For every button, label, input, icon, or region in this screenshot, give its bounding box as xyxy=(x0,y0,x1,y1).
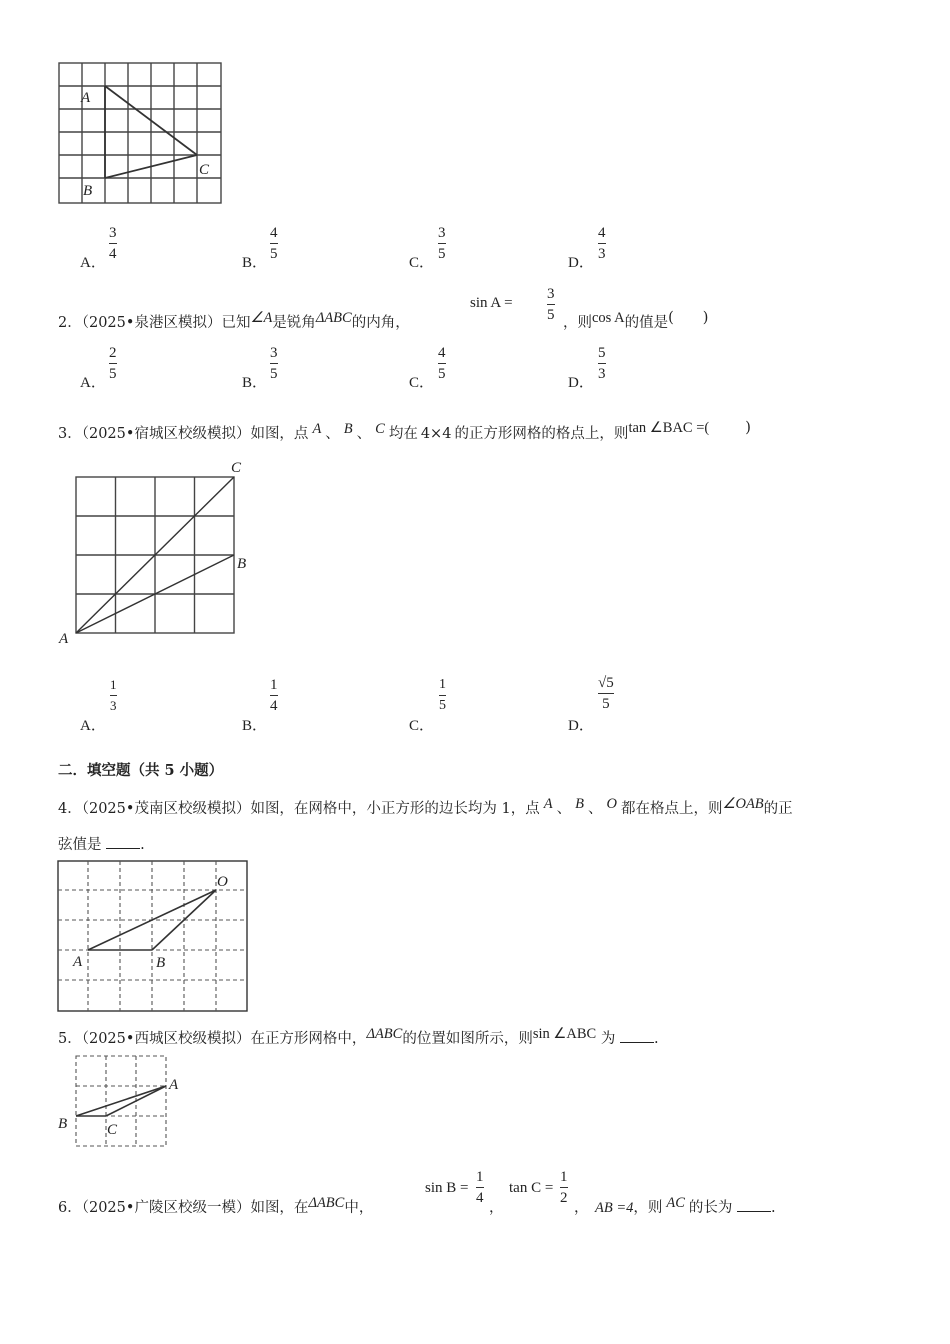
q2-text2: 的内角， xyxy=(351,315,410,331)
q2-option-c-letter[interactable]: C． xyxy=(409,375,435,391)
q2-stem xyxy=(58,311,410,332)
q5-triangle: ΔABC xyxy=(366,1026,403,1042)
q2-text1: 是锐角 xyxy=(272,315,316,331)
q6-number: 6． xyxy=(58,1200,82,1216)
q5-text1: 的位置如图所示，则 xyxy=(402,1031,533,1047)
q3-option-a-letter[interactable]: A． xyxy=(80,718,106,734)
q6-sinb-lhs: sin B = xyxy=(425,1180,469,1196)
q5-grid-figure xyxy=(55,1052,195,1152)
q2-stem-end xyxy=(563,311,708,332)
q3-point-a: A xyxy=(312,421,322,437)
q1-option-c-fraction: 3 5 xyxy=(438,225,446,262)
q2-option-b-fraction: 3 5 xyxy=(270,345,278,382)
q6-text3: 的长为 xyxy=(688,1200,733,1216)
q3-grid-size: 4×4 xyxy=(420,426,452,442)
q3-point-b: B xyxy=(343,421,353,437)
q3-number: 3． xyxy=(58,426,82,442)
q6-tanc-lhs: tan C = xyxy=(509,1180,554,1196)
q1-label-a: A xyxy=(81,90,91,106)
q1-option-d-letter[interactable]: D． xyxy=(568,255,594,271)
q2-option-d-letter[interactable]: D． xyxy=(568,375,594,391)
q3-option-d-letter[interactable]: D． xyxy=(568,718,594,734)
q4-sep-1: 、 xyxy=(556,801,572,817)
q1-option-c-letter[interactable]: C． xyxy=(409,255,435,271)
q6-stem-end xyxy=(595,1196,776,1217)
q6-ac: AC xyxy=(666,1195,685,1211)
q6-comma-2: ， xyxy=(574,1200,589,1216)
q1-option-a-letter[interactable]: A． xyxy=(80,255,106,271)
q6-end: . xyxy=(771,1200,776,1216)
q1-label-b: B xyxy=(83,183,93,199)
q2-triangle: ΔABC xyxy=(315,310,352,326)
q5-number: 5． xyxy=(58,1031,82,1047)
q4-answer-blank[interactable] xyxy=(106,834,140,849)
q4-text1: 都在格点上，则 xyxy=(620,801,723,817)
q1-option-b-fraction: 4 5 xyxy=(270,225,278,262)
q4-number: 4． xyxy=(58,801,82,817)
q5-answer-blank[interactable] xyxy=(620,1028,654,1043)
q3-option-c-fraction: 1 5 xyxy=(439,677,446,713)
q6-triangle: ΔABC xyxy=(308,1195,345,1211)
q4-source: （2025•茂南区校级模拟）如图，在网格中，小正方形的边长均为 1，点 xyxy=(81,801,540,817)
q4-stem xyxy=(58,797,793,818)
q4-stem-line2 xyxy=(58,833,145,854)
q4-label-b: B xyxy=(156,955,166,971)
q2-text4: 的值是 xyxy=(624,315,669,331)
q4-label-a: A xyxy=(73,954,83,970)
q4-angle: ∠OAB xyxy=(722,796,764,812)
q3-ask: tan ∠BAC =( xyxy=(628,420,710,436)
q5-end: . xyxy=(653,1031,659,1047)
q3-source: （2025•宿城区校级模拟）如图，点 xyxy=(81,426,309,442)
q4-point-a: A xyxy=(543,796,553,812)
q5-stem xyxy=(58,1027,659,1048)
q6-text2: ，则 xyxy=(633,1200,663,1216)
q2-source: （2025•泉港区模拟）已知 xyxy=(81,315,251,331)
q4-sep-2: 、 xyxy=(588,801,603,817)
q3-option-c-letter[interactable]: C． xyxy=(409,718,435,734)
q1-option-b-letter[interactable]: B． xyxy=(242,255,268,271)
q2-option-c-fraction: 4 5 xyxy=(438,345,446,382)
q2-angle: ∠A xyxy=(250,310,273,326)
q6-source: （2025•广陵区校级一模）如图，在 xyxy=(81,1200,309,1216)
q5-label-c: C xyxy=(107,1122,118,1138)
q1-grid-figure xyxy=(58,62,226,208)
q2-given-lhs: sin A = xyxy=(470,295,513,311)
q4-label-o: O xyxy=(217,874,228,890)
q3-text2: 的正方形网格的格点上，则 xyxy=(454,426,629,442)
q3-label-c: C xyxy=(231,460,242,476)
q5-label-a: A xyxy=(169,1077,179,1093)
q4-line2: 弦值是 xyxy=(58,837,102,853)
q6-text1: 中， xyxy=(344,1200,374,1216)
q2-answer-paren: ( ) xyxy=(668,310,709,326)
q3-option-b-fraction: 1 4 xyxy=(270,677,278,714)
q6-answer-blank[interactable] xyxy=(737,1197,771,1212)
q4-text2: 的正 xyxy=(763,801,793,817)
q6-comma-1: ， xyxy=(489,1200,504,1216)
q5-text2: 为 xyxy=(600,1031,616,1047)
q4-point-b: B xyxy=(575,796,584,812)
q3-sep-2: 、 xyxy=(356,426,372,442)
q2-text3: ，则 xyxy=(563,315,592,331)
q2-option-d-fraction: 5 3 xyxy=(598,345,606,382)
q3-option-a-fraction: 1 3 xyxy=(110,677,117,713)
q1-label-c: C xyxy=(199,162,210,178)
q1-option-d-fraction: 4 3 xyxy=(598,225,606,262)
q3-paren-close: ) xyxy=(745,420,751,436)
q2-option-b-letter[interactable]: B． xyxy=(242,375,268,391)
q3-option-d-fraction: √5 5 xyxy=(598,675,614,712)
q6-sinb-fraction: 1 4 xyxy=(476,1169,484,1206)
q2-number: 2． xyxy=(58,315,82,331)
q5-source: （2025•西城区校级模拟）在正方形网格中， xyxy=(81,1031,367,1047)
q5-label-b: B xyxy=(58,1116,68,1132)
q1-option-a-fraction: 3 4 xyxy=(109,225,117,262)
q2-option-a-fraction: 2 5 xyxy=(109,345,117,382)
q2-given-fraction: 3 5 xyxy=(547,286,555,323)
q3-stem xyxy=(58,422,751,443)
q5-ask: sin ∠ABC xyxy=(532,1026,597,1042)
q6-ab: AB =4 xyxy=(595,1200,634,1216)
q2-ask: cos A xyxy=(592,310,625,326)
q4-grid-figure xyxy=(57,860,249,1013)
q3-grid-figure xyxy=(55,456,255,648)
q2-option-a-letter[interactable]: A． xyxy=(80,375,106,391)
q3-option-b-letter[interactable]: B． xyxy=(242,718,268,734)
q4-point-o: O xyxy=(606,796,617,812)
q3-point-c: C xyxy=(375,421,385,437)
q6-tanc-fraction: 1 2 xyxy=(560,1169,568,1206)
q4-end: . xyxy=(140,837,145,853)
q3-text1: 均在 xyxy=(388,426,418,442)
q3-label-b: B xyxy=(237,556,247,572)
section-title-fill-blank: 二．填空题（共 5 小题） xyxy=(58,762,224,779)
q6-stem-start xyxy=(58,1196,373,1217)
q3-sep-1: 、 xyxy=(325,426,340,442)
q3-label-a: A xyxy=(59,631,69,647)
